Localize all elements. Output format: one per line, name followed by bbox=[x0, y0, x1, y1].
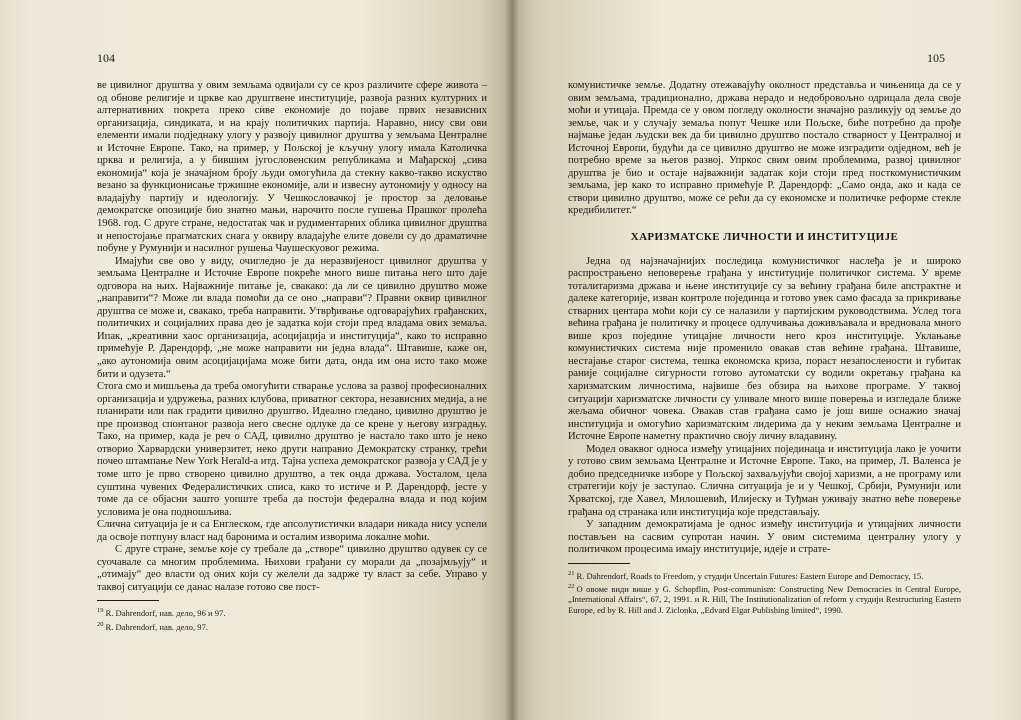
right-page-body bbox=[568, 80, 961, 616]
left-paragraph: Слична ситуација је и са Енглеском, где апсолутистички владари никада нису успели да освоје потпуну власт над баронима и осталим изворима локалне моћи. bbox=[97, 519, 487, 543]
page-number-left: 104 bbox=[97, 51, 115, 65]
footnote bbox=[97, 620, 487, 632]
left-page-body bbox=[97, 80, 487, 633]
left-paragraph: С друге стране, земље које су требале да „створе“ цивилно друштво одувек су се суочавале са многим проблемима. Њихови грађани су морали да „позајмљују“ и „отимају“ део власти од оних који су желели да задрже ту власт за себе. Управо у таквој ситуацији се данас налазе готово све пост- bbox=[97, 544, 487, 593]
footnote-mark: 22 bbox=[568, 582, 575, 590]
footnote-mark: 21 bbox=[568, 569, 575, 577]
footnote-rule bbox=[568, 563, 630, 564]
footnote-text: R. Dahrendorf, нав. дело, 97. bbox=[105, 621, 209, 632]
left-paragraph: Стога смо и мишљења да треба омогућити стварање услова за развој професионалних организација и удружења, разних клубова, приватног сектора, независних медија, а не планирати или пак градити цивилно друштво. Идеално гледано, цивилно друштво је пре производ спонтаног развоја него свесне одлуке да се крене у његову изградњу. Тако, на пример, када је реч о САД, цивилно друштво је настало тако што је неко отворио Харвардски универзитет, неко други направио Демократску странку, трећи почео штампање New York Herald-a итд. Тајна успеха демократског развоја у САД је у томе што је прво створено цивилно друштво, а тек онда држава. Уосталом, цела суштина чувених Федералистичких списа, како то истиче и Р. Дарендорф, јесте у томе да се објасни зашто уопште треба да постоји федерална влада и под којим условима је она подношљива. bbox=[97, 381, 487, 518]
book-gutter bbox=[505, 0, 519, 720]
right-paragraph: Модел оваквог односа између утицајних појединаца и институција лако је уочити у готово свим земљама Централне и Источне Европе. Тако, на пример, Л. Валенса је добио председничке изборе у Пољској захваљујући својој харизми, а не програму или стратегији коју је заступао. Слична ситуација је и у Чешкој, Србији, Румунији или Хрватској, где Хавел, Милошевић, Илијеску и Туђман уживају знатно веће поверење грађана од странака или институција које представљају. bbox=[568, 443, 961, 518]
footnote-text: R. Dahrendorf, нав. дело, 96 и 97. bbox=[105, 608, 226, 619]
footnote-mark: 20 bbox=[97, 620, 104, 628]
footnote-text: R. Dahrendorf, Roads to Freedom, у студији Uncertain Futures: Eastern Europe and Democracy, 15. bbox=[576, 570, 924, 581]
right-paragraph: комунистичке земље. Додатну отежавајућу околност представља и чињеница да се у овим земљама, традиционално, држава нерадо и недобровољно одрицала дела своје моћи и утицаја. Премда се у овом погледу околности значајно разликују од земље до земље, чак и у случају земаља попут Чешке или Пољске, биће потребно да прође најмање један људски век да би цивилно друштво постало стварност у Централној и Источној Европи, будући да се цивилно друштво не може изградити одједном, већ је потребно време за његов развој. Упркос свим овим проблемима, развој цивилног друштва је био и остаје најважнији задатак који стоји пред посткомунистичким земљама, јер како то исправно примећује Р. Дарендорф: „Само онда, ако и када се створи цивилно друштво, може се рећи да су економске и политичке реформе стекле кредибилитет.“ bbox=[568, 80, 961, 217]
right-paragraph: У западним демократијама је однос између институција и утицајних личности постављен на сасвим супротан начин. У овим системима централну улогу у политичком процесима имају институције, идеје и страте- bbox=[568, 519, 961, 556]
page-number-right: 105 bbox=[927, 51, 945, 65]
right-page bbox=[512, 0, 1021, 720]
section-heading: ХАРИЗМАТСКЕ ЛИЧНОСТИ И ИНСТИТУЦИЈЕ bbox=[630, 231, 899, 244]
footnote-rule bbox=[97, 600, 159, 601]
footnote-text: О овоме види више у G. Schopflin, Post-communism: Constructing New Democracies in Central Europe, „International Affairs“, 67, 2, 1991. и R. Hill, The Institutionalization of reform у студији Restructuring Eastern Europe, ed by R. Hill and J. Ziclonka, „Edvard Elgar Publishing limited“, 1990. bbox=[568, 583, 961, 615]
left-paragraph: Имајући све ово у виду, очигледно је да неразвијеност цивилног друштва у земљама Централне и Источне Европе покреће много више питања него што даје одговора на њих. Најважније питање је, свакако: да ли се цивилно друштво може „направити“? Може ли влада помоћи да се оно „направи“? Правни оквир цивилног друштва се може и, свакако, треба направити. Утврђивање одговарајућих грађанских, политичких и социјалних права део је задатка који стоји пред владама ових земаља. Ипак, „креативни хаос организација, асоцијација и институција“, како то исправно примећује Р. Дарендорф, „не може направити ни једна влада“. Штавише, каже он, „ако аутономија овим асоцијацијама може бити дата, онда им она исто тако може бити и одузета.“ bbox=[97, 255, 487, 380]
footnote-mark: 19 bbox=[97, 607, 104, 615]
footnote bbox=[568, 569, 961, 581]
left-paragraph: ве цивилног друштва у овим земљама одвијали су се кроз различите сфере живота – од обнове религије и цркве као друштвене институције, развоја разних културних и алтернативних покрета преко сиве економије до појаве првих независних организација, синдиката, и на крају политичких партија. Наравно, нису сви ови елементи имали подједнаку улогу у развоју цивилног друштва у земљама Централне и Источне Европе. Тако, на пример, у Пољској је кључну улогу имала Католичка црква и религија, а у бившим југословенским републикама и Мађарској „сива економија“ која је значајном броју људи омогућила да стекну какво-такво искуство везано за функционисање тржишне економије, али и извесну аутономију у односу на владајућу партију и идеологију. У Чешкословачкој је простор за деловање демократске опозиције био знатно мањи, нарочито после гушења Прашког пролећа 1968. год. С друге стране, недостатак чак и рудиментарних облика цивилног друштва и непостојање прагматских снага у оквиру владајуће елите довели су до драматичне побуне у Румунији и насилног рушења Чаушескуовог режима. bbox=[97, 80, 487, 255]
right-paragraph: Једна од најзначајнијих последица комунистичког наслеђа је и широко распрострањено неповерење грађана у институције политичког система. У време тоталитаризма држава и њене институције су за већину грађана биле апстрактне и далеке категорије, изван контроле појединца и готово увек само фасада за прикривање стварних центара моћи који су се налазили у партијским руководствима. Услед тога већина грађана је политичку и процесе одлучивања доживљавала и вредновала много више кроз поједине утицајне личности него кроз институције. Уклањање комунистичких система није променило овакав став већине грађана. Штавише, нестајање старог система, тешка економска криза, пораст незапослености и губитак раније социјалне сигурности готово аутоматски су водили окретању грађана ка харизматским личностима, највише без обзира на њихове програме. У таквој ситуацији харизматске личности су уливале много више поверења и изгледале ближе жељама обичног човека. Овакав став грађана само је још више оснажио значај институција и омогућио харизматским лидерима да у неким земљама Централне и Источне Европе наметну практично своју личну владавину. bbox=[568, 255, 961, 443]
footnote bbox=[568, 582, 961, 615]
footnote bbox=[97, 606, 487, 618]
